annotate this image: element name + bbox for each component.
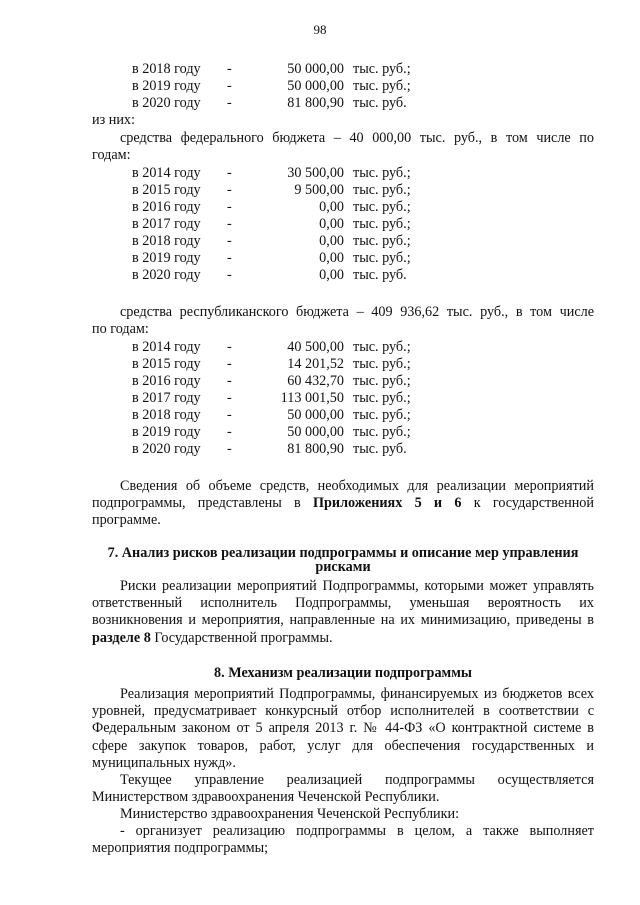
- amount: 113 001,50: [280, 390, 344, 406]
- unit: тыс. руб.;: [353, 339, 411, 355]
- unit: тыс. руб.;: [353, 424, 411, 440]
- dash: -: [227, 356, 232, 372]
- dash: -: [227, 199, 232, 215]
- section-8-reference: разделе 8: [92, 629, 151, 646]
- year-label: в 2014 году: [132, 165, 201, 181]
- amount: 0,00: [319, 199, 344, 215]
- republic-intro-line2: по годам:: [92, 321, 149, 338]
- amount: 50 000,00: [287, 407, 344, 423]
- year-label: в 2020 году: [132, 441, 201, 457]
- year-label: в 2017 году: [132, 390, 201, 406]
- unit: тыс. руб.;: [353, 165, 411, 181]
- year-label: в 2020 году: [132, 95, 201, 111]
- dash: -: [227, 216, 232, 232]
- year-label: в 2016 году: [132, 199, 201, 215]
- section-7-title-line2: рисками: [315, 559, 371, 575]
- section-7-text-before: Риски реализации мероприятий Подпрограммы, которыми может управлять ответственный исполнитель Подпрограммы, уменьшая вероятность их возникновения и мероприятия, направленные на их минимизацию, приведены в: [92, 578, 594, 629]
- year-label: в 2014 году: [132, 339, 201, 355]
- federal-intro: [92, 130, 594, 164]
- dash: -: [227, 373, 232, 389]
- section-8-paragraph-2: Текущее управление реализацией подпрограммы осуществляется Министерством здравоохранения Чеченской Республики.: [92, 772, 594, 806]
- unit: тыс. руб.;: [353, 250, 411, 266]
- republic-intro: [92, 304, 594, 338]
- year-label: в 2015 году: [132, 182, 201, 198]
- unit: тыс. руб.: [353, 95, 407, 111]
- unit: тыс. руб.;: [353, 199, 411, 215]
- dash: -: [227, 165, 232, 181]
- section-8-title: 8. Механизм реализации подпрограммы: [214, 665, 472, 681]
- dash: -: [227, 441, 232, 457]
- dash: -: [227, 61, 232, 77]
- unit: тыс. руб.;: [353, 78, 411, 94]
- dash: -: [227, 424, 232, 440]
- unit: тыс. руб.;: [353, 216, 411, 232]
- dash: -: [227, 250, 232, 266]
- section-8-paragraph-4: - организует реализацию подпрограммы в целом, а также выполняет мероприятия подпрограммы;: [92, 823, 594, 857]
- year-label: в 2019 году: [132, 78, 201, 94]
- amount: 0,00: [319, 216, 344, 232]
- amount: 30 500,00: [287, 165, 344, 181]
- info-text-after: к государственной программе.: [92, 495, 594, 529]
- unit: тыс. руб.;: [353, 356, 411, 372]
- year-label: в 2019 году: [132, 250, 201, 266]
- year-label: в 2016 году: [132, 373, 201, 389]
- unit: тыс. руб.: [353, 267, 407, 283]
- year-label: в 2018 году: [132, 61, 201, 77]
- amount: 81 800,90: [287, 441, 344, 457]
- of-them-label: из них:: [92, 112, 135, 128]
- unit: тыс. руб.;: [353, 373, 411, 389]
- year-label: в 2020 году: [132, 267, 201, 283]
- dash: -: [227, 95, 232, 111]
- year-label: в 2015 году: [132, 356, 201, 372]
- amount: 81 800,90: [287, 95, 344, 111]
- dash: -: [227, 233, 232, 249]
- amount: 14 201,52: [287, 356, 344, 372]
- dash: -: [227, 78, 232, 94]
- unit: тыс. руб.;: [353, 61, 411, 77]
- amount: 50 000,00: [287, 61, 344, 77]
- page-number: 98: [313, 22, 327, 37]
- amount: 40 500,00: [287, 339, 344, 355]
- section-7-title-line1: 7. Анализ рисков реализации подпрограммы и описание мер управления: [107, 545, 579, 561]
- unit: тыс. руб.: [353, 441, 407, 457]
- info-text-before: Сведения об объеме средств, необходимых для реализации мероприятий подпрограммы, представлены в: [92, 478, 594, 512]
- amount: 50 000,00: [287, 78, 344, 94]
- dash: -: [227, 182, 232, 198]
- republic-intro-line1: средства республиканского бюджета – 409 936,62 тыс. руб., в том числе: [120, 304, 594, 320]
- federal-intro-line1: средства федерального бюджета – 40 000,00 тыс. руб., в том числе по: [120, 130, 594, 146]
- amount: 0,00: [319, 233, 344, 249]
- section-8-paragraph-3: Министерство здравоохранения Чеченской Республики:: [120, 806, 460, 822]
- federal-intro-line2: годам:: [92, 147, 131, 164]
- amount: 0,00: [319, 250, 344, 266]
- year-label: в 2017 году: [132, 216, 201, 232]
- amount: 60 432,70: [287, 373, 344, 389]
- section-7-paragraph: [92, 578, 594, 647]
- funding-info-paragraph: [92, 478, 594, 530]
- year-label: в 2019 году: [132, 424, 201, 440]
- section-7-title: [92, 546, 594, 574]
- appendix-reference: Приложениях 5 и 6: [313, 495, 462, 512]
- year-label: в 2018 году: [132, 233, 201, 249]
- dash: -: [227, 390, 232, 406]
- section-8-paragraph-1: Реализация мероприятий Подпрограммы, финансируемых из бюджетов всех уровней, предусматривает конкурсный отбор исполнителей в соответствии с Федеральным законом от 5 апреля 2013 г. № 44-ФЗ «О контрактной системе в сфере закупок товаров, работ, услуг для обеспечения государственных и муниципальных нужд».: [92, 686, 594, 771]
- section-7-text-after: Государственной программы.: [150, 629, 333, 646]
- unit: тыс. руб.;: [353, 390, 411, 406]
- year-label: в 2018 году: [132, 407, 201, 423]
- unit: тыс. руб.;: [353, 182, 411, 198]
- amount: 9 500,00: [294, 182, 344, 198]
- amount: 0,00: [319, 267, 344, 283]
- dash: -: [227, 407, 232, 423]
- amount: 50 000,00: [287, 424, 344, 440]
- dash: -: [227, 267, 232, 283]
- unit: тыс. руб.;: [353, 407, 411, 423]
- dash: -: [227, 339, 232, 355]
- unit: тыс. руб.;: [353, 233, 411, 249]
